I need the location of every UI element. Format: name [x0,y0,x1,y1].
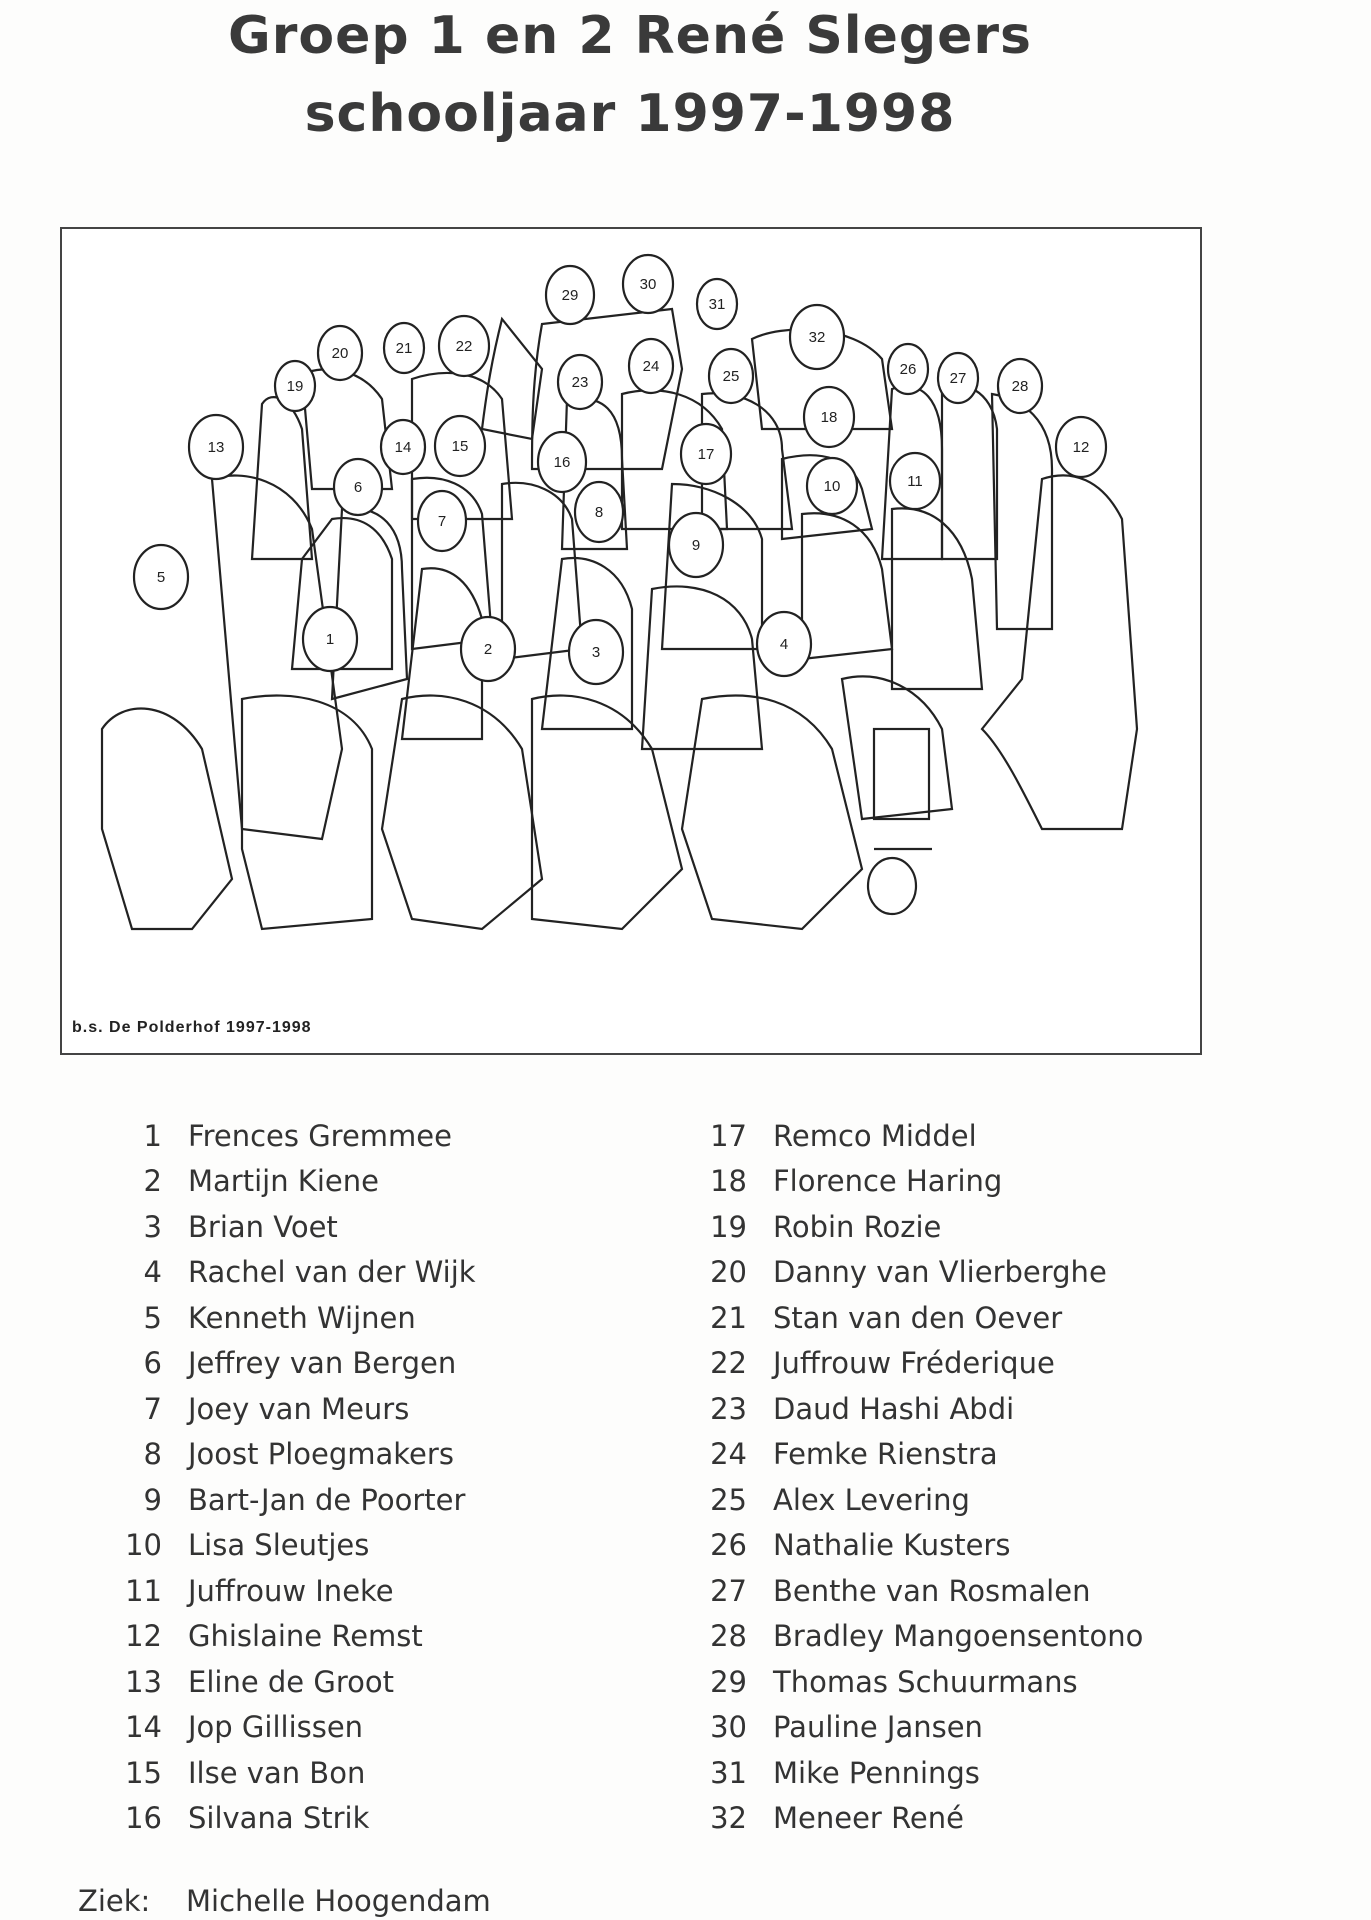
body-outline [532,696,682,929]
list-item-number: 5 [143,1300,162,1335]
body-outline [842,676,952,819]
absent-label: Ziek: [78,1884,151,1918]
list-item-number: 21 [710,1300,747,1335]
head-marker [575,482,623,542]
body-outline [942,385,997,559]
list-item [100,1705,476,1751]
list-item [100,1204,476,1250]
head-marker [938,353,978,403]
body-outline [682,696,862,929]
list-item-number: 14 [125,1710,162,1745]
list-item [685,1341,1143,1387]
list-item-name: Meneer René [773,1801,964,1836]
list-item-name: Florence Haring [773,1164,1003,1199]
list-item-name: Thomas Schuurmans [773,1664,1078,1699]
body-outline [382,696,542,929]
head-number: 1 [325,630,335,648]
list-item-name: Jop Gillissen [188,1710,364,1745]
head-marker [804,387,854,447]
head-number: 29 [561,286,579,304]
silhouette-diagram [62,229,1204,1057]
list-item [685,1295,1143,1341]
head-marker [558,355,602,409]
list-item-number: 4 [143,1255,162,1290]
head-number: 18 [820,408,838,426]
head-number: 3 [591,643,601,661]
list-item [685,1204,1143,1250]
list-item-number: 15 [125,1755,162,1790]
list-item [685,1159,1143,1205]
list-item-name: Brian Voet [188,1209,338,1244]
list-item-number: 30 [710,1710,747,1745]
head-marker [623,255,673,313]
toy-outline [868,729,932,914]
head-number: 21 [395,339,413,357]
list-item [685,1705,1143,1751]
head-marker [384,323,424,373]
body-outline [892,508,982,689]
head-number: 27 [949,369,967,387]
list-item-number: 23 [710,1391,747,1426]
list-item-number: 13 [125,1664,162,1699]
page-title: Groep 1 en 2 René Slegers [228,6,1032,66]
head-number: 23 [571,373,589,391]
list-item [100,1159,476,1205]
head-number: 30 [639,275,657,293]
head-marker [334,459,382,515]
list-item-name: Benthe van Rosmalen [773,1573,1091,1608]
head-marker [669,513,723,577]
list-item-number: 9 [143,1482,162,1517]
list-item-name: Alex Levering [773,1482,970,1517]
list-item-number: 31 [710,1755,747,1790]
list-item-name: Silvana Strik [188,1801,370,1836]
list-item-name: Eline de Groot [188,1664,394,1699]
list-item-number: 19 [710,1209,747,1244]
head-number: 31 [708,295,726,313]
list-item [685,1568,1143,1614]
list-item [685,1796,1143,1842]
head-number: 25 [722,367,740,385]
photo-caption: b.s. De Polderhof 1997-1998 [72,1019,312,1036]
list-item-number: 6 [143,1346,162,1381]
body-outline [502,483,582,659]
list-item [100,1614,476,1660]
list-item [685,1432,1143,1478]
list-item [100,1250,476,1296]
head-number: 13 [207,438,225,456]
head-marker [709,349,753,403]
list-item [100,1113,476,1159]
head-marker [807,458,857,514]
head-number: 22 [455,337,473,355]
name-list-left [100,1113,476,1841]
head-number: 5 [156,568,166,586]
head-marker [757,612,811,676]
list-item-number: 24 [710,1437,747,1472]
head-marker [189,415,243,479]
list-item-name: Femke Rienstra [773,1437,998,1472]
list-item-number: 16 [125,1801,162,1836]
list-item-name: Jeffrey van Bergen [188,1346,457,1381]
head-marker [1056,417,1106,477]
list-item [685,1250,1143,1296]
list-item [685,1750,1143,1796]
head-number: 17 [697,445,715,463]
list-item-number: 20 [710,1255,747,1290]
list-item-number: 10 [125,1528,162,1563]
list-item-name: Ilse van Bon [188,1755,366,1790]
list-item-number: 27 [710,1573,747,1608]
list-item [685,1523,1143,1569]
head-marker [418,491,466,551]
absent-name: Michelle Hoogendam [186,1884,491,1918]
list-item [100,1523,476,1569]
list-item-name: Bradley Mangoensentono [773,1619,1144,1654]
list-item [100,1659,476,1705]
list-item-number: 8 [143,1437,162,1472]
list-item [685,1477,1143,1523]
list-item-name: Joost Ploegmakers [188,1437,454,1472]
list-item-name: Martijn Kiene [188,1164,379,1199]
list-item-name: Pauline Jansen [773,1710,983,1745]
head-number: 26 [899,360,917,378]
head-number: 16 [553,453,571,471]
head-marker [318,326,362,380]
head-number: 32 [808,328,826,346]
head-marker [461,617,515,681]
list-item-number: 1 [143,1118,162,1153]
body-outline [242,696,372,929]
list-item-name: Danny van Vlierberghe [773,1255,1107,1290]
head-marker [790,305,844,369]
head-marker [134,545,188,609]
body-outline [642,586,762,749]
class-photo-outline [60,227,1202,1055]
list-item-number: 18 [710,1164,747,1199]
head-number: 19 [286,377,304,395]
head-number: 28 [1011,377,1029,395]
head-number: 11 [907,472,923,490]
list-item-name: Rachel van der Wijk [188,1255,476,1290]
head-marker [538,432,586,492]
head-marker [381,420,425,474]
head-marker [697,279,737,329]
list-item-number: 12 [125,1619,162,1654]
list-item [100,1386,476,1432]
list-item-name: Remco Middel [773,1118,977,1153]
list-item-name: Ghislaine Remst [188,1619,423,1654]
list-item [100,1341,476,1387]
absent-note [78,1884,491,1918]
list-item [100,1477,476,1523]
list-item-name: Lisa Sleutjes [188,1528,370,1563]
body-outline [252,397,312,559]
list-item-name: Mike Pennings [773,1755,980,1790]
page-subtitle: schooljaar 1997-1998 [304,84,956,144]
list-item [685,1113,1143,1159]
list-item [100,1295,476,1341]
list-item-name: Nathalie Kusters [773,1528,1011,1563]
head-number: 12 [1072,438,1090,456]
body-outline [982,475,1137,829]
list-item-name: Joey van Meurs [188,1391,410,1426]
head-marker [890,453,940,509]
head-number: 6 [353,478,363,496]
list-item-number: 17 [710,1118,747,1153]
list-item-name: Juffrouw Ineke [188,1573,394,1608]
head-marker [435,416,485,476]
body-outline [332,508,407,699]
name-list-right [685,1113,1143,1841]
list-item [685,1659,1143,1705]
list-item-number: 11 [125,1573,162,1608]
list-item-name: Robin Rozie [773,1209,942,1244]
list-item [100,1796,476,1842]
list-item-number: 25 [710,1482,747,1517]
head-marker [546,266,594,324]
list-item-number: 29 [710,1664,747,1699]
head-marker [998,359,1042,413]
list-item-number: 26 [710,1528,747,1563]
list-item-number: 32 [710,1801,747,1836]
list-item [100,1432,476,1478]
list-item-name: Daud Hashi Abdi [773,1391,1015,1426]
list-item [685,1614,1143,1660]
list-item-number: 7 [143,1391,162,1426]
list-item-name: Frences Gremmee [188,1118,452,1153]
head-number: 9 [691,536,701,554]
head-marker [629,339,673,393]
head-marker [275,361,315,411]
head-number: 15 [451,437,469,455]
head-marker [569,620,623,684]
list-item-number: 2 [143,1164,162,1199]
body-outline [992,394,1052,629]
head-number: 4 [779,635,789,653]
head-number: 2 [483,640,493,658]
list-item-name: Stan van den Oever [773,1300,1063,1335]
list-item-name: Kenneth Wijnen [188,1300,416,1335]
list-item-number: 22 [710,1346,747,1381]
list-item-number: 28 [710,1619,747,1654]
head-marker [888,344,928,394]
head-number: 7 [437,512,447,530]
head-number: 8 [594,503,604,521]
head-number: 10 [823,477,841,495]
list-item [685,1386,1143,1432]
list-item [100,1568,476,1614]
list-item-number: 3 [143,1209,162,1244]
body-outline [102,709,232,929]
list-item-name: Bart-Jan de Poorter [188,1482,466,1517]
head-number: 24 [642,357,660,375]
head-marker [303,607,357,671]
head-number: 20 [331,344,349,362]
head-marker [681,424,731,484]
list-item [100,1750,476,1796]
list-item-name: Juffrouw Fréderique [773,1346,1055,1381]
head-number: 14 [394,438,412,456]
head-marker [439,316,489,376]
